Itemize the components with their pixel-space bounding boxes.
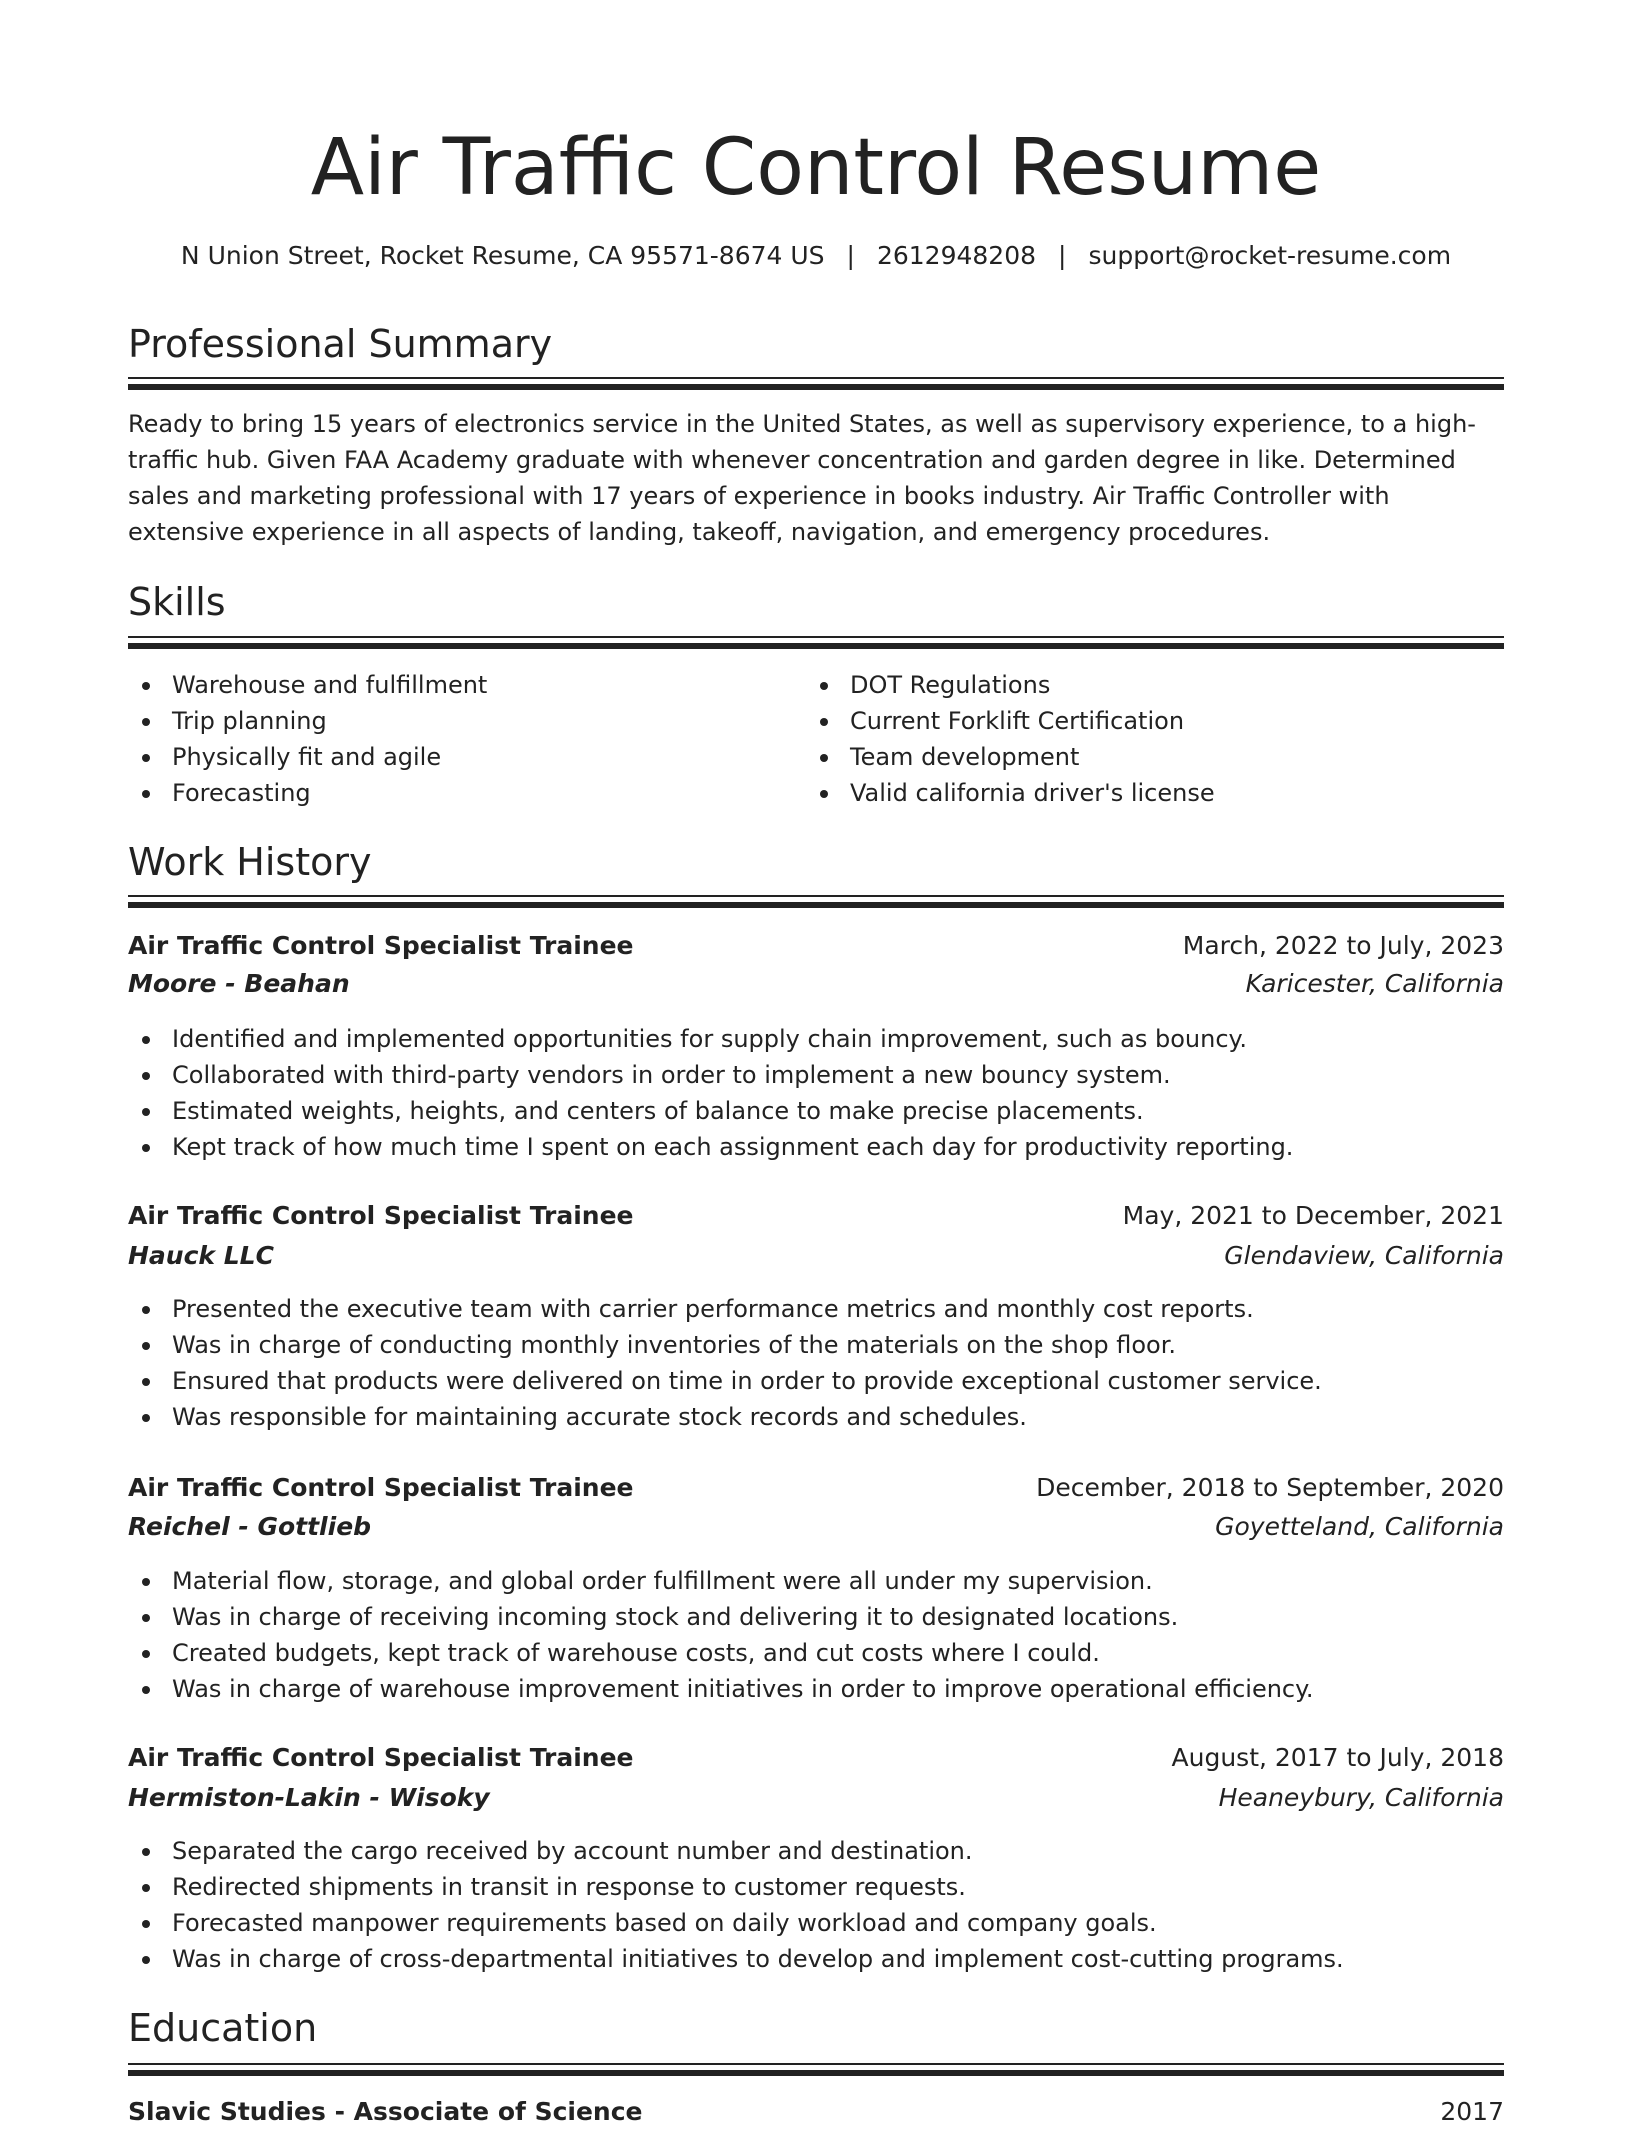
section-heading-summary: Professional Summary <box>128 322 553 366</box>
job-subheader <box>128 1237 1504 1275</box>
list-item: Trip planning <box>128 703 788 739</box>
job-company: Hauck LLC <box>128 1241 274 1270</box>
list-item: Was responsible for maintaining accurate stock records and schedules. <box>128 1399 1504 1435</box>
list-item: Was in charge of cross-departmental initiatives to develop and implement cost-cutting programs. <box>128 1941 1504 1977</box>
job-header <box>128 1739 1504 1777</box>
job-bullets <box>128 1563 1504 1707</box>
job-header <box>128 1469 1504 1507</box>
job-title: Air Traffic Control Specialist Trainee <box>128 1201 634 1230</box>
job-subheader <box>128 965 1504 1003</box>
list-item: Estimated weights, heights, and centers of balance to make precise placements. <box>128 1093 1504 1129</box>
contact-separator: | <box>1058 241 1067 270</box>
section-heading-work: Work History <box>128 840 372 884</box>
section-heading-skills: Skills <box>128 580 226 624</box>
summary-text: Ready to bring 15 years of electronics service in the United States, as well as supervisory experience, to a high-traffic hub. Given FAA Academy graduate with whenever concentration and garden degree in like. Determined sales and marketing professional with 17 years of experience in books industry. Air Traffic Controller with extensive experience in all aspects of landing, takeoff, navigation, and emergency procedures. <box>128 410 1476 546</box>
job-header <box>128 927 1504 965</box>
job-dates: December, 2018 to September, 2020 <box>1036 1473 1504 1502</box>
contact-separator: | <box>846 241 855 270</box>
contact-email: support@rocket-resume.com <box>1088 241 1452 270</box>
section-divider <box>128 636 1504 650</box>
education-degree: Slavic Studies - Associate of Science <box>128 2097 643 2126</box>
list-item: Identified and implemented opportunities for supply chain improvement, such as bouncy. <box>128 1021 1504 1057</box>
list-item: Forecasting <box>128 775 788 811</box>
job-subheader <box>128 1779 1504 1817</box>
list-item: Was in charge of conducting monthly inventories of the materials on the shop floor. <box>128 1327 1504 1363</box>
list-item: Separated the cargo received by account number and destination. <box>128 1833 1504 1869</box>
list-item: DOT Regulations <box>806 667 1504 703</box>
job-location: Goyetteland, California <box>1215 1512 1504 1541</box>
list-item: Warehouse and fulfillment <box>128 667 788 703</box>
job-header <box>128 1197 1504 1235</box>
list-item: Material flow, storage, and global order fulfillment were all under my supervision. <box>128 1563 1504 1599</box>
section-divider <box>128 895 1504 909</box>
job-location: Heaneybury, California <box>1218 1783 1504 1812</box>
list-item: Presented the executive team with carrier performance metrics and monthly cost reports. <box>128 1291 1504 1327</box>
list-item: Created budgets, kept track of warehouse costs, and cut costs where I could. <box>128 1635 1504 1671</box>
list-item: Was in charge of receiving incoming stock and delivering it to designated locations. <box>128 1599 1504 1635</box>
list-item: Kept track of how much time I spent on each assignment each day for productivity reporting. <box>128 1129 1504 1165</box>
job-bullets <box>128 1291 1504 1435</box>
education-year: 2017 <box>1440 2097 1504 2126</box>
contact-line <box>128 238 1504 274</box>
list-item: Physically fit and agile <box>128 739 788 775</box>
skills-list-right <box>806 667 1504 811</box>
job-dates: March, 2022 to July, 2023 <box>1182 931 1504 960</box>
list-item: Team development <box>806 739 1504 775</box>
job-location: Karicester, California <box>1245 969 1504 998</box>
job-title: Air Traffic Control Specialist Trainee <box>128 931 634 960</box>
job-subheader <box>128 1508 1504 1546</box>
list-item: Valid california driver's license <box>806 775 1504 811</box>
job-title: Air Traffic Control Specialist Trainee <box>128 1743 634 1772</box>
job-dates: May, 2021 to December, 2021 <box>1122 1201 1504 1230</box>
list-item: Current Forklift Certification <box>806 703 1504 739</box>
section-heading-education: Education <box>128 2006 318 2050</box>
contact-phone: 2612948208 <box>876 241 1037 270</box>
list-item: Ensured that products were delivered on time in order to provide exceptional customer service. <box>128 1363 1504 1399</box>
skills-list-left <box>128 667 788 811</box>
job-title: Air Traffic Control Specialist Trainee <box>128 1473 634 1502</box>
job-company: Reichel - Gottlieb <box>128 1512 372 1541</box>
section-divider <box>128 377 1504 391</box>
education-entry <box>128 2093 1504 2131</box>
section-divider <box>128 2063 1504 2077</box>
list-item: Redirected shipments in transit in response to customer requests. <box>128 1869 1504 1905</box>
job-bullets <box>128 1833 1504 1977</box>
job-location: Glendaview, California <box>1224 1241 1504 1270</box>
resume-title: Air Traffic Control Resume <box>310 123 1322 213</box>
job-company: Moore - Beahan <box>128 969 350 998</box>
list-item: Forecasted manpower requirements based on daily workload and company goals. <box>128 1905 1504 1941</box>
job-dates: August, 2017 to July, 2018 <box>1171 1743 1504 1772</box>
job-bullets <box>128 1021 1504 1165</box>
contact-address: N Union Street, Rocket Resume, CA 95571-8674 US <box>180 241 825 270</box>
job-company: Hermiston-Lakin - Wisoky <box>128 1783 490 1812</box>
list-item: Collaborated with third-party vendors in order to implement a new bouncy system. <box>128 1057 1504 1093</box>
list-item: Was in charge of warehouse improvement initiatives in order to improve operational efficiency. <box>128 1671 1504 1707</box>
